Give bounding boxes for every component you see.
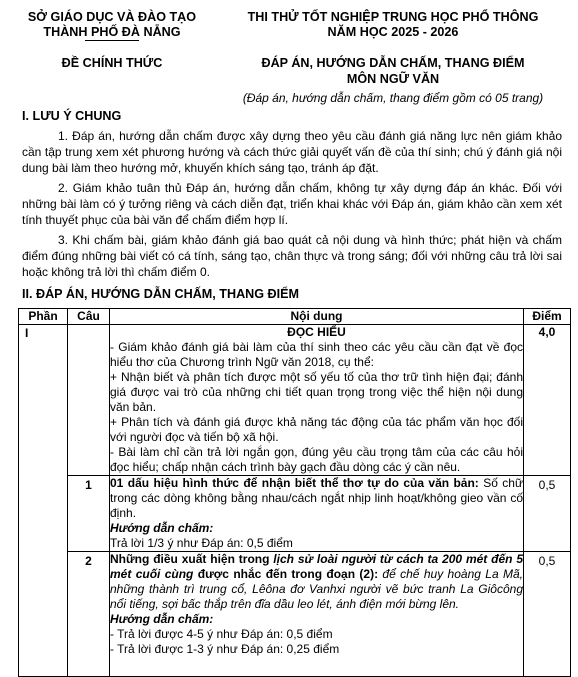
question-1-answer: Số chữ trong các dòng không bằng nhau/cách ngắt nhịp linh hoạt/không gieo vần cố định. [110, 476, 523, 520]
question-1-score: 0,5 [524, 476, 571, 552]
school-year: NĂM HỌC 2025 - 2026 [327, 25, 459, 39]
department-name: SỞ GIÁO DỤC VÀ ĐÀO TẠO [27, 10, 197, 24]
official-label: ĐỀ CHÍNH THỨC [61, 56, 163, 70]
question-2-guide-line: - Trả lời được 1-3 ý như Đáp án: 0,25 điểm [110, 642, 340, 656]
table-row-question-1 [19, 476, 571, 552]
part-number: I [19, 325, 68, 677]
question-1-guide-line: Trả lời 1/3 ý như Đáp án: 0,5 điểm [110, 536, 293, 550]
intro-line: - Giám khảo đánh giá bài làm của thí sinh theo các yêu cầu cần đạt về đọc hiểu thơ của Chương trình Ngữ văn 2018, cụ thể: [110, 340, 523, 369]
question-2-number: 2 [68, 552, 110, 677]
part-score: 4,0 [524, 325, 571, 476]
question-2-answer: để chế huy hoàng La Mã, những thành trì trung cổ, Lêôna đơ Vanhxi người vẽ bức tranh La Giôcông nổi tiếng, sợi bấc thắp trên đĩa dầu leo lét, ánh điện mới bừng lên. [110, 567, 523, 611]
section2-heading: II. ĐÁP ÁN, HƯỚNG DẪN CHẤM, THANG ĐIỂM [22, 287, 300, 301]
question-2-content [110, 552, 524, 677]
section1-heading: I. LƯU Ý CHUNG [22, 109, 122, 123]
question-1-content [110, 476, 524, 552]
intro-line: - Bài làm chỉ cần trả lời ngắn gọn, đúng yêu cầu trọng tâm của các câu hỏi đọc hiểu; chấp nhận cách trình bày gạch đầu dòng các ý cần nêu. [110, 445, 523, 474]
question-2-guide-line: - Trả lời được 4-5 ý như Đáp án: 0,5 điểm [110, 627, 333, 641]
header-question: Câu [68, 309, 110, 325]
header-score: Điểm [524, 309, 571, 325]
doc-title: ĐÁP ÁN, HƯỚNG DẪN CHẤM, THANG ĐIỂM [261, 56, 525, 70]
note-paragraph-1: 1. Đáp án, hướng dẫn chấm được xây dựng theo yêu cầu đánh giá năng lực nên giám khảo cần tập trung xem xét phương hướng và cách thức giải quyết vấn đề của thí sinh; chú ý đánh giá nội dung bài làm theo hướng mở, khuyến khích sáng tạo, tránh áp đặt. [22, 129, 562, 175]
header-content: Nội dung [110, 309, 524, 325]
question-2-guide-title: Hướng dẫn chấm: [110, 612, 214, 626]
question-2-score: 0,5 [524, 552, 571, 677]
note-paragraph-3: 3. Khi chấm bài, giám khảo đánh giá bao quát cả nội dung và hình thức; phát hiện và chấm điểm đúng những bài viết có cá tính, sáng tạo, chân thực và trong sáng; đối với những câu trả lời sai hoặc không trả lời thì chấm điểm 0. [22, 233, 562, 279]
intro-line: + Nhận biết và phân tích được một số yếu tố của thơ trữ tình hiện đại; đánh giá được vai trò của những chi tiết quan trọng trong việc thể hiện nội dung văn bản. [110, 370, 523, 414]
question-2-prompt-b: lịch sử loài người từ cách ta 200 mét đến 5 mét cuối cùng [110, 552, 523, 581]
table-row-question-2 [19, 552, 571, 677]
exam-title: THI THỬ TỐT NGHIỆP TRUNG HỌC PHỔ THÔNG [247, 10, 539, 24]
header-underline-left [85, 40, 139, 41]
question-2-text [110, 552, 523, 612]
table-header-row [19, 309, 571, 325]
part-title: ĐỌC HIỂU [287, 325, 346, 339]
header-part: Phần [19, 309, 68, 325]
empty-question-cell [68, 325, 110, 476]
answer-table [18, 308, 571, 677]
question-2-prompt-a: Những điều xuất hiện trong [110, 552, 274, 566]
table-row-part [19, 325, 571, 476]
question-1-guide-title: Hướng dẫn chấm: [110, 521, 214, 535]
question-1-prompt: 01 dấu hiệu hình thức để nhận biết thể thơ tự do của văn bản: [110, 476, 479, 490]
question-1-text [110, 476, 523, 521]
question-1-number: 1 [68, 476, 110, 552]
city-name: THÀNH PHỐ ĐÀ NẴNG [43, 25, 181, 39]
note-paragraph-2: 2. Giám khảo tuân thủ Đáp án, hướng dẫn chấm, không tự xây dựng đáp án khác. Đối với những bài làm có ý tưởng riêng và cách diễn đạt, triển khai khác với Đáp án, giám khảo cần xem xét tính thuyết phục của bài văn để chấm điểm hợp lí. [22, 181, 562, 227]
page-count-note: (Đáp án, hướng dẫn chấm, thang điểm gồm có 05 trang) [242, 91, 544, 105]
subject-title: MÔN NGỮ VĂN [346, 72, 440, 86]
intro-line: + Phân tích và đánh giá được khả năng tác động của tác phẩm văn học đối với người đọc và tiến bộ xã hội. [110, 415, 523, 444]
question-2-prompt-c: được nhắc đến trong đoạn (2): [193, 567, 379, 581]
part-intro-cell [110, 325, 524, 476]
